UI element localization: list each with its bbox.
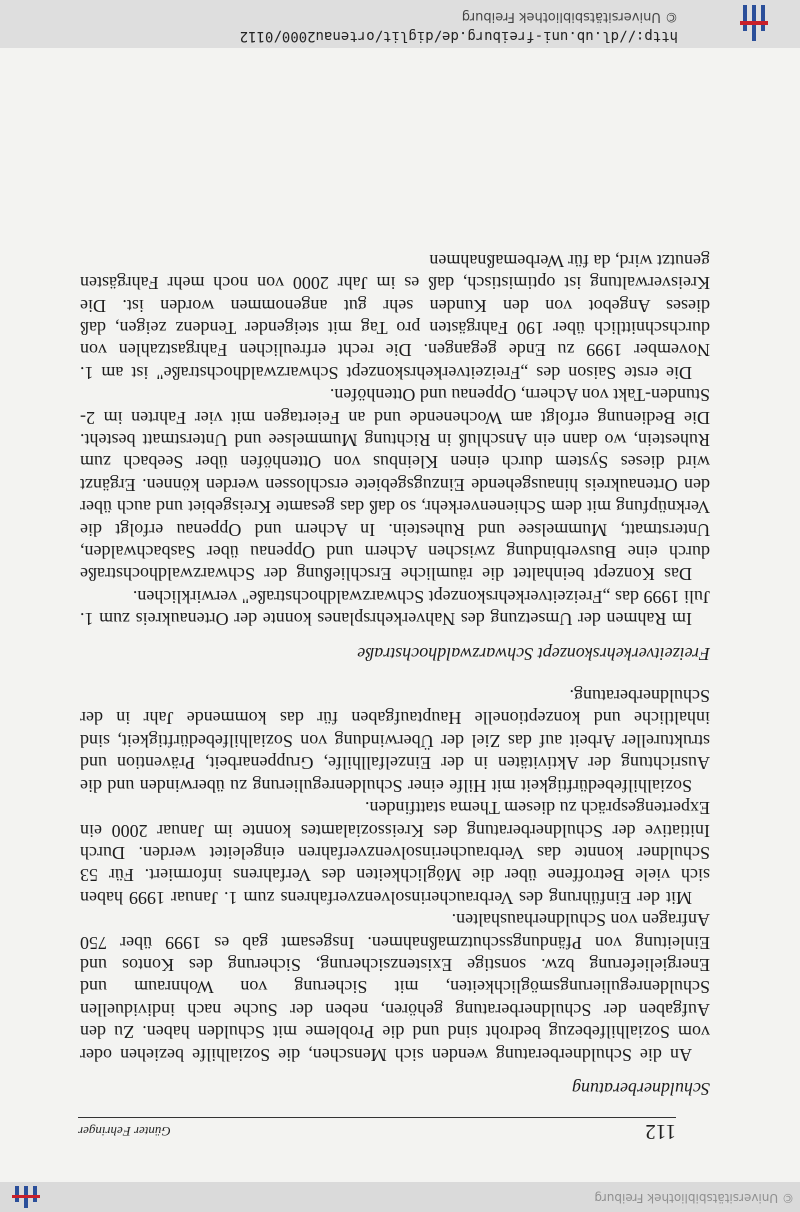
- top-bar-copyright: © Universitätsbibliothek Freiburg: [594, 1191, 794, 1205]
- viewer-bottom-bar: [0, 0, 800, 48]
- paragraph: Das Konzept beinhaltet die räumliche Erschließung der Schwarzwaldhochstraße durch eine Busverbindung zwischen Achern und Oppenau über Sasbachwalden, Unterstmatt, Mummelsee und Ruhestein. In Achern und Oppenau erfolgt die Verknüpfung mit dem Schienenverkehr, so daß das gesamte Kreisgebiet und auch über den Ortenaukreis hinausgehende Einzugsgebiete erschlossen werden können. Ergänzt wird dieses System durch einen Kleinbus von Ottenhöfen über Seebach zum Ruhestein, wo dann ein Anschluß in Richtung Mummelsee und Unterstmatt besteht. Die Bedienung erfolgt am Wochenende und an Feiertagen mit vier Fahrten im 2-Stunden-Takt von Achern, Oppenau und Ottenhöfen.: [80, 385, 710, 585]
- viewer-top-bar: [0, 1182, 800, 1212]
- paragraph: Die erste Saison des „Freizeitverkehrskonzept Schwarzwaldhochstraße" ist am 1. November 1999 zu Ende gegangen. Die recht erfreulichen Fahrgastzahlen von durchschnittlich über 190 Fahrgästen pro Tag mit steigender Tendenz zeigen, daß dieses Angebot von den Kunden sehr gut angenommen worden ist. Die Kreisverwaltung ist optimistisch, daß es im Jahr 2000 von noch mehr Fahrgästen genutzt wird, da für Werbemaßnahmen: [80, 250, 710, 383]
- section-heading-freizeitverkehrskonzept: Freizeitverkehrskonzept Schwarzwaldhochstraße: [357, 643, 710, 664]
- paragraph: Mit der Einführung des Verbraucherinsolvenzverfahrens zum 1. Januar 1999 haben sich viele Betroffene über die Möglichkeiten des Verfahrens informiert. Für 53 Schuldner konnte das Verbraucherinsolvenzverfahren eingeleitet werden. Durch Initiative der Schuldnerberatung des Kreissozialamtes konnte im Januar 2000 ein Expertengespräch zu diesem Thema stattfinden.: [80, 798, 710, 908]
- page-body: [80, 249, 710, 1100]
- running-head-author: Günter Fehringer: [78, 1124, 171, 1139]
- paragraph: Im Rahmen der Umsetzung des Nahverkehrsplanes konnte der Ortenaukreis zum 1. Juli 1999 das „Freizeitverkehrskonzept Schwarzwaldhochstraße" verwirklichen.: [80, 586, 710, 630]
- paragraph: An die Schuldnerberatung wenden sich Menschen, die Sozialhilfe beziehen oder vom Sozialhilfebezug bedroht sind und die Probleme mit Schulden haben. Zu den Aufgaben der Schuldnerberatung gehören, neben der Suche nach individuellen Schuldenregulierungsmöglichkeiten, mit Sicherung von Wohnraum und Energielieferung bzw. sonstige Existenzsicherung, Sicherung des Kontos und Einleitung von Pfändungsschutzmaßnahmen. Insgesamt gab es 1999 über 750 Anfragen von Schuldnerhaushalten.: [80, 910, 710, 1065]
- paragraph: Sozialhilfebedürftigkeit mit Hilfe einer Schuldenregulierung zu überwinden und die Ausrichtung der Aktivitäten in der Einzelfallhilfe, Gruppenarbeit, Prävention und struktureller Arbeit auf das Ziel der Überwindung von Sozialhilfebedürftigkeit, sind inhaltliche und konzeptionelle Hauptaufgaben für das kommende Jahr in der Schuldnerberatung.: [80, 686, 710, 796]
- page-header: [78, 1117, 676, 1144]
- section-heading-schuldnerberatung: Schuldnerberatung: [572, 1079, 710, 1099]
- library-logo-icon: [12, 1186, 40, 1208]
- document-url[interactable]: http://dl.ub.uni-freiburg.de/diglit/ortenau2000/0112: [239, 28, 678, 44]
- page-number: 112: [645, 1120, 676, 1144]
- bottom-bar-copyright: © Universitätsbibliothek Freiburg: [461, 9, 678, 24]
- library-logo-icon: [740, 5, 768, 41]
